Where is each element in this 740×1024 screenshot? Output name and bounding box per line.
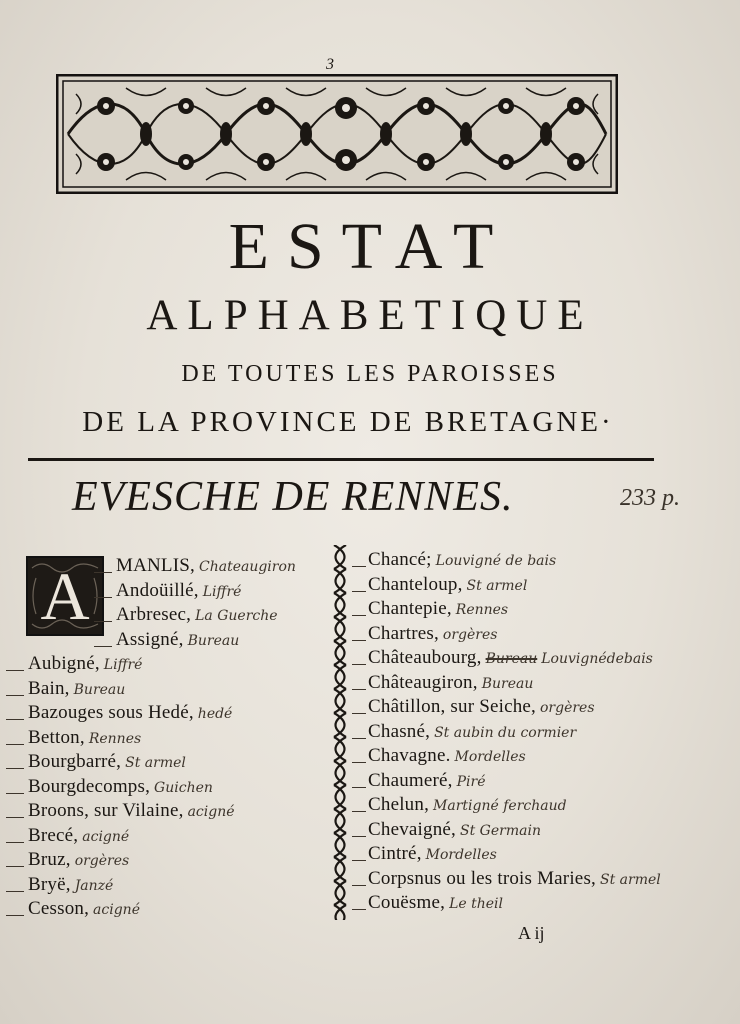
handwritten-annotation: hedé xyxy=(197,706,233,722)
right-parish-entry xyxy=(368,893,503,912)
parish-name: Chavagne. xyxy=(368,745,451,766)
parish-name: Cintré, xyxy=(368,843,422,864)
margin-tick-mark xyxy=(352,713,366,714)
handwritten-annotation: Le theil xyxy=(449,896,503,912)
right-parish-entry xyxy=(368,844,497,863)
dropcap-box xyxy=(26,556,104,636)
left-parish-entry xyxy=(28,850,129,869)
right-parish-entry xyxy=(368,746,526,765)
left-parish-entry xyxy=(28,679,125,698)
margin-tick-mark xyxy=(6,842,24,843)
margin-tick-mark xyxy=(94,597,112,598)
handwritten-annotation: Louvignédebais xyxy=(541,651,653,667)
margin-tick-mark xyxy=(352,885,366,886)
handwritten-annotation: St aubin du cormier xyxy=(434,724,577,741)
margin-tick-mark xyxy=(94,572,112,573)
parish-name: Bourgbarré, xyxy=(28,751,122,772)
handwritten-annotation: acigné xyxy=(187,804,235,820)
parish-name: Chantepie, xyxy=(368,598,452,619)
left-parish-entry xyxy=(28,899,140,918)
handwritten-annotation: acigné xyxy=(82,828,130,845)
parish-name: Châteaugiron, xyxy=(368,671,478,693)
parish-name: MANLIS, xyxy=(116,555,195,576)
margin-tick-mark xyxy=(6,915,24,916)
handwritten-annotation: acigné xyxy=(93,902,140,918)
handwritten-annotation: Bureau xyxy=(73,681,126,698)
column-divider-ornament xyxy=(330,545,350,920)
margin-tick-mark xyxy=(94,621,112,622)
parish-name: Assigné, xyxy=(116,628,184,650)
parish-name: Chasné, xyxy=(368,720,431,742)
parish-name: Chanteloup, xyxy=(368,573,463,595)
margin-tick-mark xyxy=(6,670,24,671)
handwritten-annotation: orgères xyxy=(442,626,498,643)
left-parish-entry xyxy=(28,728,141,747)
left-parish-entry xyxy=(28,703,232,722)
margin-tick-mark xyxy=(352,738,366,739)
page-number: 3 xyxy=(326,56,334,73)
margin-tick-mark xyxy=(352,762,366,763)
handwritten-annotation: Mordelles xyxy=(454,749,526,765)
margin-tick-mark xyxy=(6,744,24,745)
handwritten-annotation: Rennes xyxy=(455,602,509,618)
handwritten-annotation: St Germain xyxy=(460,822,541,839)
handwritten-annotation: Martigné ferchaud xyxy=(433,798,567,814)
parish-name: Brecé, xyxy=(28,824,79,846)
handwritten-annotation: Guichen xyxy=(154,779,213,796)
handwritten-annotation: Bureau xyxy=(481,675,534,692)
handwritten-annotation: Liffré xyxy=(202,583,242,600)
handwritten-annotation: Bureau xyxy=(187,632,240,649)
left-parish-entry xyxy=(116,556,296,575)
right-parish-entry xyxy=(368,550,556,569)
margin-tick-mark xyxy=(352,811,366,812)
margin-tick-mark xyxy=(352,640,366,641)
parish-name: Chevaigné, xyxy=(368,818,457,840)
left-parish-entry xyxy=(116,605,278,624)
parish-name: Chelun, xyxy=(368,794,430,815)
margin-tick-mark xyxy=(94,646,112,647)
parish-name: Couësme, xyxy=(368,892,446,913)
right-parish-entry xyxy=(368,673,533,692)
title-estat: ESTAT xyxy=(228,210,512,283)
left-parish-entry xyxy=(28,801,235,820)
right-parish-entry xyxy=(368,771,486,790)
signature-mark: A ij xyxy=(518,923,545,943)
handwritten-annotation: St armel xyxy=(599,871,661,888)
right-parish-entry xyxy=(368,820,541,839)
margin-tick-mark xyxy=(352,860,366,861)
parish-name: Bryë, xyxy=(28,873,71,895)
handwritten-annotation: La Guerche xyxy=(195,608,278,624)
parish-name: Châtillon, sur Seiche, xyxy=(368,696,536,717)
parish-name: Chaumeré, xyxy=(368,769,453,791)
left-parish-entry xyxy=(116,630,239,649)
handwritten-annotation: Liffré xyxy=(103,657,143,673)
parish-name: Arbresec, xyxy=(116,604,192,625)
handwritten-annotation: orgères xyxy=(74,853,130,869)
margin-tick-mark xyxy=(352,591,366,592)
margin-tick-mark xyxy=(6,768,24,769)
right-parish-entry xyxy=(368,599,508,618)
parish-name: Bain, xyxy=(28,677,70,699)
right-parish-entry xyxy=(368,697,595,716)
handwritten-annotation: Rennes xyxy=(88,730,142,747)
margin-tick-mark xyxy=(352,664,366,665)
handwritten-annotation: St armel xyxy=(466,577,528,594)
dropcap-letter: A xyxy=(40,558,90,634)
margin-tick-mark xyxy=(6,695,24,696)
left-parish-entry xyxy=(28,826,129,845)
margin-tick-mark xyxy=(6,719,24,720)
ornamental-headpiece xyxy=(56,74,618,194)
handwritten-annotation: St armel xyxy=(125,755,186,771)
margin-tick-mark xyxy=(352,566,366,567)
parish-name: Andoüillé, xyxy=(116,579,199,601)
parish-name: Cesson, xyxy=(28,898,90,919)
horizontal-rule xyxy=(28,458,654,461)
right-parish-entry xyxy=(368,795,567,814)
right-parish-entry xyxy=(368,722,576,741)
parish-name: Corpsnus ou les trois Maries, xyxy=(368,867,596,889)
handwritten-annotation: Mordelles xyxy=(425,847,497,863)
handwritten-annotation: Piré xyxy=(456,773,486,790)
left-parish-entry xyxy=(28,777,213,796)
margin-tick-mark xyxy=(6,793,24,794)
handwritten-annotation: Janzé xyxy=(74,877,114,894)
diocese-heading: EVESCHE DE RENNES. xyxy=(72,474,514,520)
margin-tick-mark xyxy=(6,817,24,818)
right-parish-entry xyxy=(368,869,661,888)
margin-tick-mark xyxy=(352,909,366,910)
right-parish-entry xyxy=(368,575,527,594)
parish-name: Aubigné, xyxy=(28,653,100,674)
title-subline-paroisses: DE TOUTES LES PAROISSES xyxy=(181,361,559,387)
handwritten-annotation: orgères xyxy=(540,700,595,716)
margin-tick-mark xyxy=(352,836,366,837)
right-parish-entry xyxy=(368,624,497,643)
margin-tick-mark xyxy=(352,787,366,788)
parish-name: Betton, xyxy=(28,726,85,748)
margin-tick-mark xyxy=(352,689,366,690)
parish-name: Broons, sur Vilaine, xyxy=(28,800,184,821)
parish-name: Bazouges sous Hedé, xyxy=(28,702,194,723)
left-parish-entry xyxy=(28,654,142,673)
parish-name: Chartres, xyxy=(368,622,439,644)
title-alphabetique: ALPHABETIQUE xyxy=(146,292,594,339)
margin-tick-mark xyxy=(6,866,24,867)
parish-name: Bruz, xyxy=(28,849,71,870)
handwritten-annotation: Louvigné de bais xyxy=(435,553,557,569)
left-parish-entry xyxy=(116,581,241,600)
right-parish-entry xyxy=(368,648,653,667)
parish-name: Chancé; xyxy=(368,549,432,570)
left-parish-entry xyxy=(28,875,113,894)
handwritten-annotation: Chateaugiron xyxy=(199,559,296,575)
struck-handwritten-note: Bureau xyxy=(485,651,538,667)
diocese-handwritten-note: 233 p. xyxy=(620,485,680,511)
parish-name: Châteaubourg, xyxy=(368,647,482,668)
margin-tick-mark xyxy=(6,891,24,892)
title-subline-province: DE LA PROVINCE DE BRETAGNE· xyxy=(82,406,614,438)
margin-tick-mark xyxy=(352,615,366,616)
parish-name: Bourgdecomps, xyxy=(28,775,151,797)
left-parish-entry xyxy=(28,752,186,771)
